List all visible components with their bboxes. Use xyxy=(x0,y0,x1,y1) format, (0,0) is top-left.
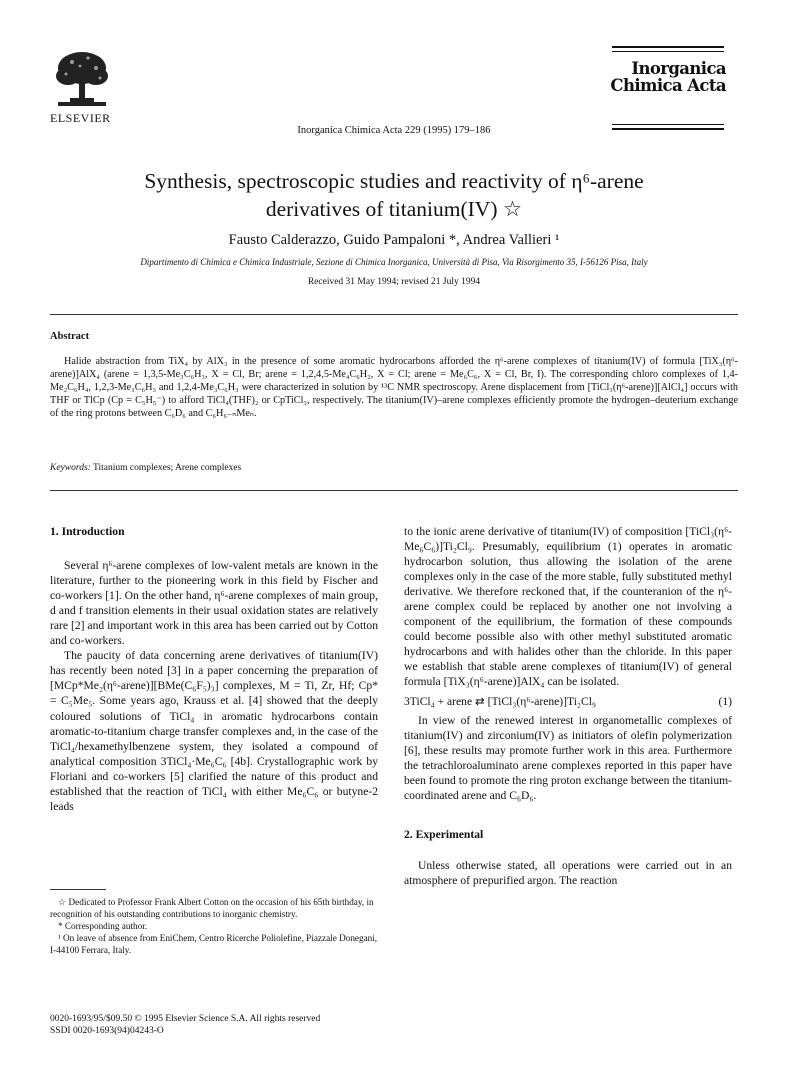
rule-below-abstract xyxy=(50,490,738,491)
right-column xyxy=(404,524,732,888)
journal-brand-line2: Chimica Acta xyxy=(610,76,726,95)
equation-1 xyxy=(404,694,732,709)
brand-rule-bottom xyxy=(612,128,724,130)
ssdi-line: SSDI 0020-1693(94)04243-O xyxy=(50,1026,164,1036)
journal-citation: Inorganica Chimica Acta 229 (1995) 179–186 xyxy=(297,125,491,136)
keywords xyxy=(50,463,241,473)
affiliation: Dipartimento di Chimica e Chimica Industriale, Sezione di Chimica Inorganica, Università di Pisa, Via Risorgimento 35, I-56126 Pisa, Italy xyxy=(140,257,648,267)
intro-paragraph-2: The paucity of data concerning arene derivatives of titanium(IV) has recently been noted [3] in a paper concerning the preparation of [MCp*Me₂(η⁶-arene)][BMe(C₆F₅)₃] complexes, M = Ti, Zr, Hf; Cp* = C₅Me₅. Some years ago, Krauss et al. [4] showed that the deeply coloured solutions of TiCl₄ in aromatic hydrocarbons contain aromatic-to-titanium charge transfer complexes and, in the case of the TiCl₄/hexamethylbenzene system, they isolated a compound of analytical composition 3TiCl₄·Me₆C₆ [4b]. Crystallographic work by Floriani and co-workers [5] clarified the nature of this product and established that the reaction of TiCl₄ with either Me₆C₆ or butyne-2 leads xyxy=(50,649,378,813)
footnotes xyxy=(50,896,378,956)
title-line-2: derivatives of titanium(IV) ☆ xyxy=(265,197,523,221)
left-column xyxy=(50,524,378,814)
footnote-rule xyxy=(50,889,106,890)
footnote-dedication: ☆ Dedicated to Professor Frank Albert Cotton on the occasion of his 65th birthday, in recognition of his outstanding contributions to inorganic chemistry. xyxy=(50,897,374,919)
section-heading-introduction: 1. Introduction xyxy=(50,525,125,538)
copyright-block xyxy=(50,1013,320,1037)
brand-rule-bottom-thin xyxy=(612,124,724,125)
journal-brand-logo xyxy=(610,60,726,94)
brand-rule-top-thin xyxy=(612,51,724,52)
journal-brand-line1: Inorganica xyxy=(631,59,726,78)
experimental-paragraph-1: Unless otherwise stated, all operations were carried out in an atmosphere of prepurified argon. The reaction xyxy=(404,858,732,887)
footnote-leave: ¹ On leave of absence from EniChem, Centro Ricerche Poliolefine, Piazzale Donegani, I-44100 Ferrara, Italy. xyxy=(50,933,378,955)
abstract-text: Halide abstraction from TiX₄ by AlX₃ in the presence of some aromatic hydrocarbons afforded the η⁶-arene complexes of titanium(IV) of formula [TiX₃(η⁶-arene)]AlX₄ (arene = 1,3,5-Me₃C₆H₃, X = Cl, Br; arene = 1,2,4,5-Me₄C₆H₂, X = Cl; arene = Me₆C₆, X = Cl, Br, I). The corresponding chloro complexes of 1,4-Me₂C₆H₄, 1,2,3-Me₃C₆H₃ and 1,2,4-Me₃C₆H₃ were characterized in solution by ¹³C NMR spectroscopy. Arene displacement from [TiCl₃(η⁶-arene)][AlCl₄] occurs with THF or TlCp (Cp = C₅H₅⁻) to afford TiCl₄(THF)₂ or CpTiCl₃, respectively. The titanium(IV)–arene complexes efficiently promote the hydrogen–deuterium exchange of the ring protons between C₆D₆ and C₆H₆₋ₙMeₙ. xyxy=(50,356,738,419)
equation-1-number: (1) xyxy=(718,694,732,708)
intro-paragraph-3: to the ionic arene derivative of titanium(IV) of composition [TiCl₃(η⁶-Me₆C₆)]Ti₂Cl₉. Presumably, equilibrium (1) operates in aromatic hydrocarbon solution, thus allowing the isolation of the arene complexes only in the case of the more stable, fully substituted methyl derivative. We therefore reckoned that, if the counteranion of the η⁶-arene complex could be replaced by another one not involving a component of the equilibrium, the formation of these compounds could become possible also with other methyl substituted aromatic hydrocarbons and with halides other than the chloride. In this paper we establish that stable arene complexes of titanium(IV) of general formula [TiX₃(η⁶-arene)]AlX₄ can be isolated. xyxy=(404,525,732,689)
footnote-corresponding: * Corresponding author. xyxy=(58,921,148,931)
rule-above-abstract xyxy=(50,314,738,315)
equation-1-formula: 3TiCl₄ + arene ⇄ [TiCl₃(η⁶-arene)]Ti₂Cl₉ xyxy=(404,694,596,708)
keywords-list: Titanium complexes; Arene complexes xyxy=(93,463,242,473)
title-line-1: Synthesis, spectroscopic studies and reactivity of η⁶-arene xyxy=(144,169,644,193)
publisher-name: ELSEVIER xyxy=(50,111,111,125)
elsevier-tree-logo xyxy=(52,46,112,106)
paper-title xyxy=(0,167,788,223)
received-dates: Received 31 May 1994; revised 21 July 1994 xyxy=(307,277,481,287)
authors: Fausto Calderazzo, Guido Pampaloni *, Andrea Vallieri ¹ xyxy=(228,232,560,248)
section-heading-experimental: 2. Experimental xyxy=(404,827,484,841)
abstract-heading: Abstract xyxy=(50,331,90,342)
intro-paragraph-4: In view of the renewed interest in organometallic complexes of titanium(IV) and zirconium(IV) as initiators of olefin polymerization [6], these results may promote further work in this area. Furthermore the tetrachloroaluminato arene complexes reported in this paper have been found to promote the ring proton exchange between the titanium-coordinated arene and C₆D₆. xyxy=(404,713,732,802)
keywords-label: Keywords: xyxy=(50,463,91,473)
intro-paragraph-1: Several η⁶-arene complexes of low-valent metals are known in the literature, further to the pioneering work in this field by Fischer and co-workers [1]. On the other hand, η⁶-arene complexes of main group, d and f transition elements in their usual oxidation states are relatively rare [2] and important work in this area has been carried out by Cotton and co-workers. xyxy=(50,559,378,648)
brand-rule-top xyxy=(612,46,724,48)
copyright-line: 0020-1693/95/$09.50 © 1995 Elsevier Science S.A. All rights reserved xyxy=(50,1014,321,1024)
